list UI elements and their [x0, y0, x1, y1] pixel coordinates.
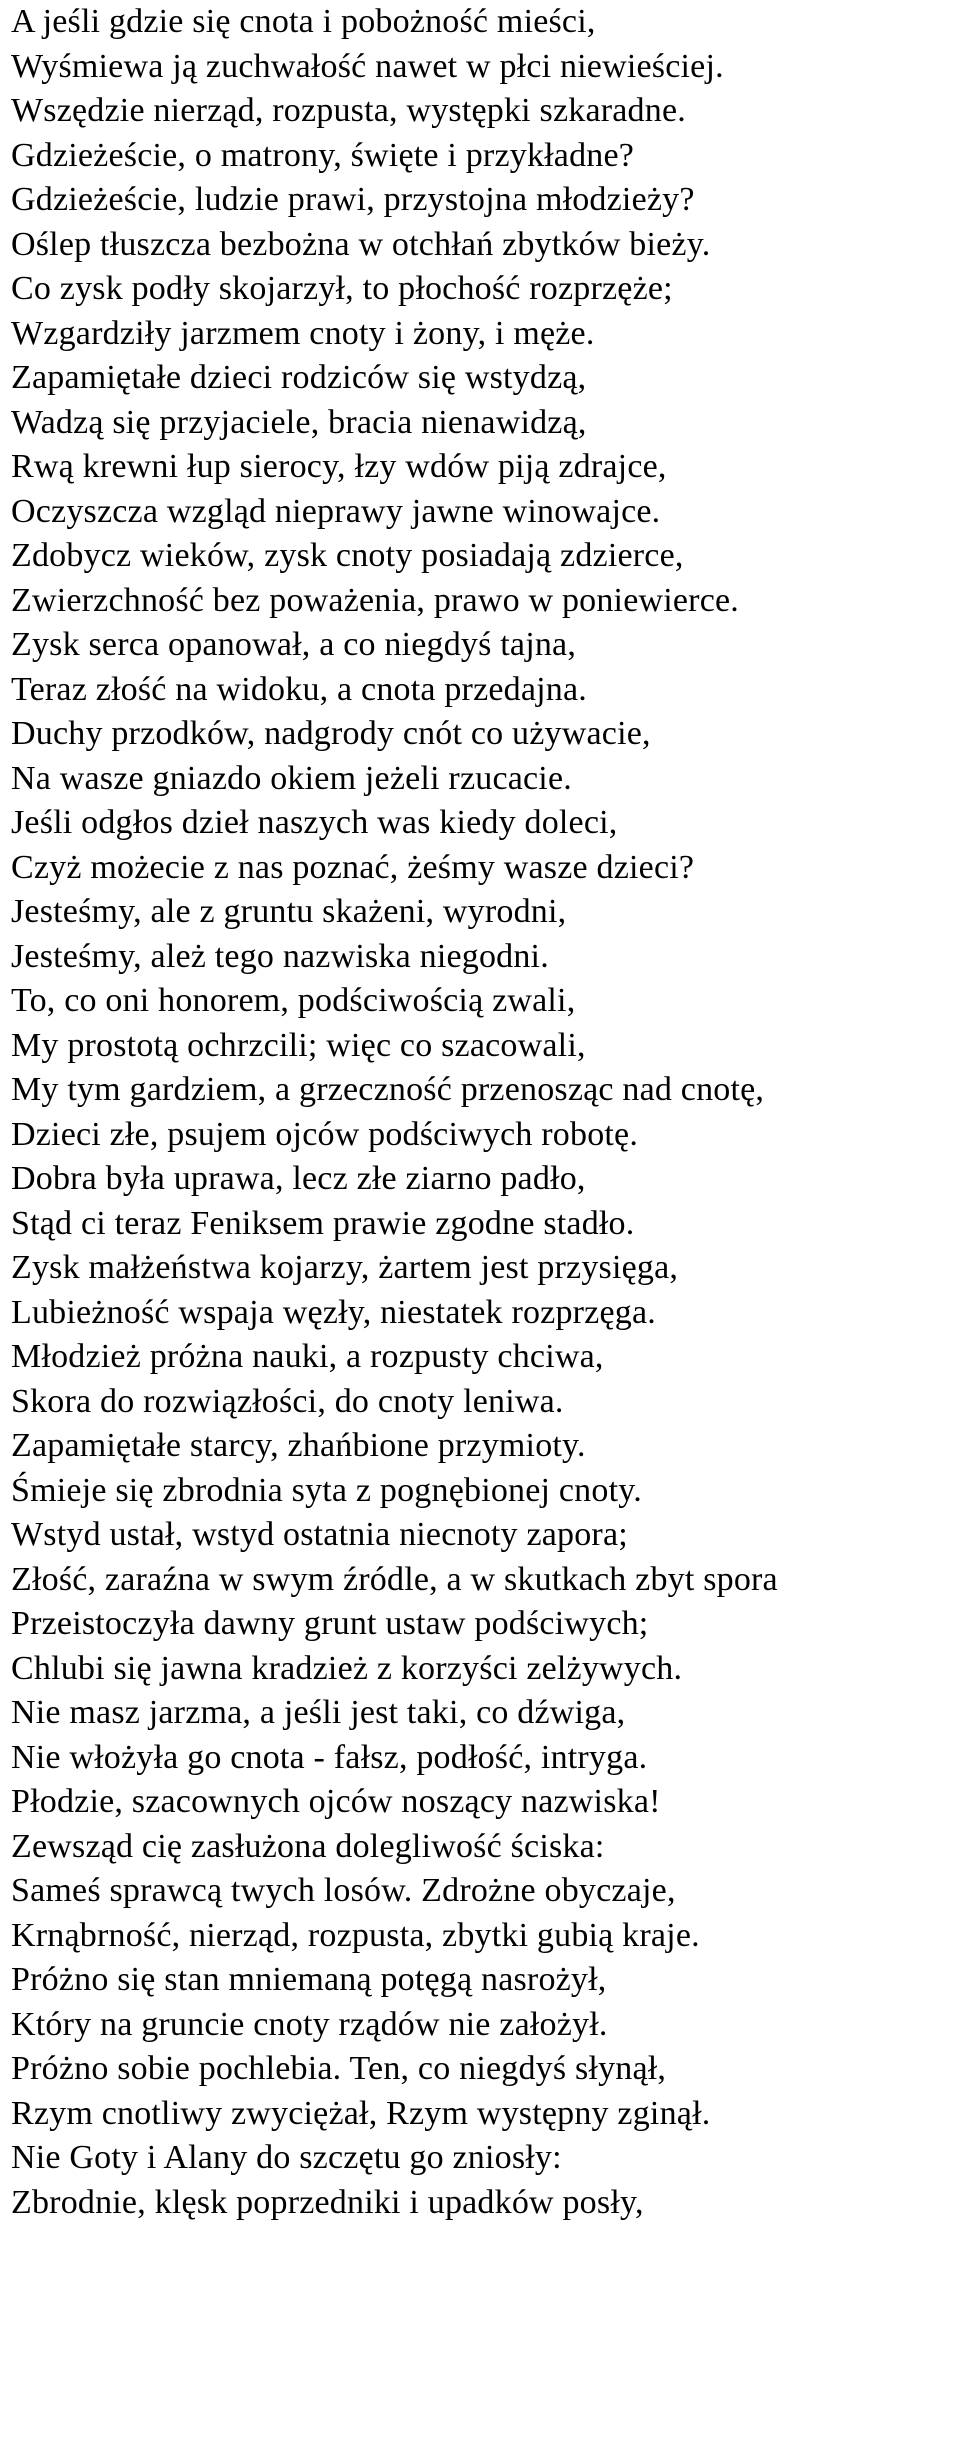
poem-line: Próżno sobie pochlebia. Ten, co niegdyś słynął,	[11, 2050, 667, 2087]
poem-line: Nie włożyła go cnota - fałsz, podłość, intryga.	[11, 1738, 648, 1776]
poem-line: Dzieci złe, psujem ojców podściwych robotę.	[11, 1115, 639, 1153]
poem-line: Zapamiętałe dzieci rodziców się wstydzą,	[11, 359, 587, 396]
poem-line: Skora do rozwiązłości, do cnoty leniwa.	[11, 1382, 564, 1420]
poem-line: My tym gardziem, a grzeczność przenosząc nad cnotę,	[11, 1071, 765, 1108]
poem-line: Młodzież próżna nauki, a rozpusty chciwa,	[11, 1338, 604, 1375]
poem-line: Na wasze gniazdo okiem jeżeli rzucacie.	[11, 759, 572, 797]
poem-line: Duchy przodków, nadgrody cnót co używacie,	[11, 715, 651, 752]
poem-line: To, co oni honorem, podściwością zwali,	[11, 982, 576, 1019]
poem-line: Nie Goty i Alany do szczętu go zniosły:	[11, 2139, 562, 2176]
poem-line: Nie masz jarzma, a jeśli jest taki, co dźwiga,	[11, 1694, 626, 1731]
poem-line: Jesteśmy, ależ tego nazwiska niegodni.	[11, 937, 549, 975]
poem-line: Rzym cnotliwy zwyciężał, Rzym występny zginął.	[11, 2094, 711, 2132]
poem-line: Wszędzie nierząd, rozpusta, występki szkaradne.	[11, 92, 686, 129]
poem-line: Stąd ci teraz Feniksem prawie zgodne stadło.	[11, 1204, 635, 1242]
poem-line: Wzgardziły jarzmem cnoty i żony, i męże.	[11, 314, 595, 352]
poem-line: Zysk małżeństwa kojarzy, żartem jest przysięga,	[11, 1249, 679, 1286]
poem-line: Złość, zaraźna w swym źródle, a w skutkach zbyt spora	[11, 1560, 778, 1598]
poem-line: Sameś sprawcą twych losów. Zdrożne obyczaje,	[11, 1872, 676, 1909]
poem-line: Zewsząd cię zasłużona dolegliwość ściska:	[11, 1827, 605, 1865]
poem-line: Zwierzchność bez poważenia, prawo w poniewierce.	[11, 581, 739, 619]
poem-line: Śmieje się zbrodnia syta z pognębionej cnoty.	[11, 1471, 642, 1509]
poem-line: My prostotą ochrzcili; więc co szacowali,	[11, 1026, 586, 1064]
poem-line: Lubieżność wspaja węzły, niestatek rozprzęga.	[11, 1293, 656, 1331]
poem-line: Wstyd ustał, wstyd ostatnia niecnoty zapora;	[11, 1516, 628, 1553]
poem-line: Czyż możecie z nas poznać, żeśmy wasze dzieci?	[11, 848, 695, 886]
poem-line: Płodzie, szacownych ojców noszący nazwiska!	[11, 1783, 661, 1820]
poem-line: Wadzą się przyjaciele, bracia nienawidzą,	[11, 403, 587, 441]
poem-line: Co zysk podły skojarzył, to płochość rozprzęże;	[11, 270, 673, 307]
poem-line: Chlubi się jawna kradzież z korzyści zelżywych.	[11, 1649, 683, 1687]
poem-text	[11, 0, 957, 2225]
poem-line: A jeśli gdzie się cnota i pobożność mieści,	[11, 3, 596, 40]
poem-line: Zbrodnie, klęsk poprzedniki i upadków posły,	[11, 2183, 644, 2221]
poem-line: Zapamiętałe starcy, zhańbione przymioty.	[11, 1427, 586, 1464]
poem-line: Jeśli odgłos dzieł naszych was kiedy doleci,	[11, 804, 618, 841]
poem-line: Gdzieżeście, ludzie prawi, przystojna młodzieży?	[11, 181, 695, 218]
poem-line: Oślep tłuszcza bezbożna w otchłań zbytków bieży.	[11, 225, 711, 263]
poem-line: Wyśmiewa ją zuchwałość nawet w płci niewieściej.	[11, 47, 724, 85]
poem-line: Zysk serca opanował, a co niegdyś tajna,	[11, 626, 577, 663]
poem-line: Jesteśmy, ale z gruntu skażeni, wyrodni,	[11, 893, 567, 930]
poem-line: Próżno się stan mniemaną potęgą nasrożył,	[11, 1961, 607, 1998]
poem-line: Oczyszcza wzgląd nieprawy jawne winowajce.	[11, 492, 661, 530]
poem-line: Gdzieżeście, o matrony, święte i przykładne?	[11, 136, 635, 174]
poem-line: Który na gruncie cnoty rządów nie założył.	[11, 2005, 608, 2043]
poem-line: Zdobycz wieków, zysk cnoty posiadają zdzierce,	[11, 537, 684, 574]
poem-line: Dobra była uprawa, lecz złe ziarno padło,	[11, 1160, 586, 1197]
poem-line: Rwą krewni łup sierocy, łzy wdów piją zdrajce,	[11, 448, 667, 485]
poem-line: Krnąbrność, nierząd, rozpusta, zbytki gubią kraje.	[11, 1916, 700, 1954]
poem-line: Przeistoczyła dawny grunt ustaw podściwych;	[11, 1605, 649, 1642]
poem-line: Teraz złość na widoku, a cnota przedajna.	[11, 670, 587, 708]
